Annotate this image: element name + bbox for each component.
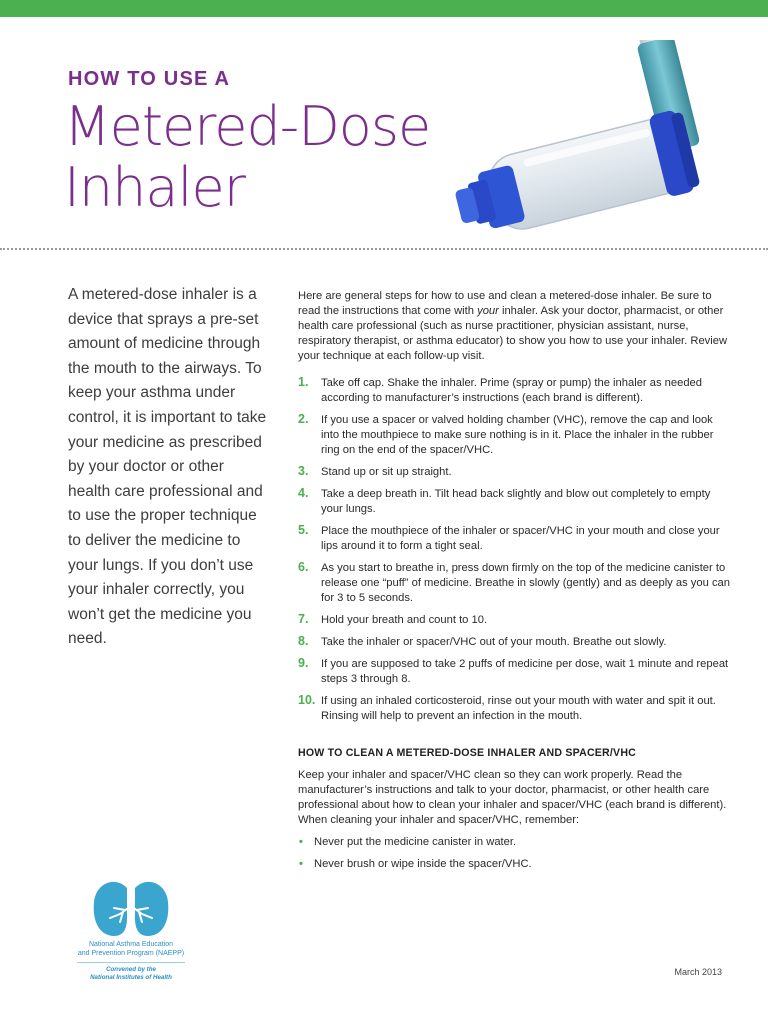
step-number: 6.: [298, 560, 309, 574]
step-text: Hold your breath and count to 10.: [321, 614, 488, 626]
lead-text-after: inhaler. Ask your doctor, pharmacist, or other health care professional (such as nurse practitioner, physician assistant, nurse, respiratory therapist, or asthma educator) to show you how to use your inhaler. Review your technique at each follow-up visit.: [298, 305, 728, 362]
page-title-line-1: Metered-Dose: [64, 95, 431, 158]
top-accent-bar: [0, 0, 768, 17]
step-number: 9.: [298, 656, 309, 670]
page-title-line-2: Inhaler: [64, 156, 245, 219]
main-column: [298, 289, 730, 879]
step-number: 8.: [298, 634, 309, 648]
steps-list: [298, 376, 730, 724]
bullet-icon: •: [299, 836, 303, 848]
step-number: 7.: [298, 612, 309, 626]
lead-emphasis: your: [477, 305, 499, 317]
cleaning-paragraph: Keep your inhaler and spacer/VHC clean so they can work properly. Read the manufacturer’s instructions and talk to your doctor, pharmacist, or other health care professional about how to clean your inhaler and spacer/VHC (each brand is different). When cleaning your inhaler and spacer/VHC, remember:: [298, 769, 727, 826]
step-text: If you are supposed to take 2 puffs of medicine per dose, wait 1 minute and repeat steps 3 through 8.: [321, 658, 729, 685]
bullet-item: [298, 857, 730, 872]
cleaning-heading: HOW TO CLEAN A METERED-DOSE INHALER AND SPACER/VHC: [298, 747, 637, 759]
step-item: [298, 635, 730, 650]
inhaler-illustration: [440, 40, 730, 240]
naepp-logo: [66, 878, 196, 981]
logo-text-line-3: Convened by the: [106, 966, 156, 973]
cleaning-bullet-list: [298, 835, 730, 872]
step-number: 2.: [298, 412, 309, 426]
step-number: 1.: [298, 375, 309, 389]
step-item: [298, 376, 730, 406]
step-number: 3.: [298, 464, 309, 478]
title-kicker: HOW TO USE A: [68, 68, 231, 90]
publication-date: March 2013: [674, 967, 722, 977]
step-number: 10.: [298, 693, 316, 707]
logo-text-line-4: National Institutes of Health: [90, 973, 172, 981]
step-number: 5.: [298, 523, 309, 537]
step-item: [298, 487, 730, 517]
step-text: If you use a spacer or valved holding chamber (VHC), remove the cap and look into the mouthpiece to make sure nothing is in it. Place the inhaler in the rubber ring on the end of the spacer/VHC.: [321, 414, 714, 456]
step-item: [298, 561, 730, 606]
intro-paragraph: A metered-dose inhaler is a device that sprays a pre-set amount of medicine through the mouth to the airways. To keep your asthma under control, it is important to take your medicine as prescribed by your doctor or other health care professional and to use the proper technique to deliver the medicine to your lungs. If you don’t use your inhaler correctly, you won’t get the medicine you need.: [68, 286, 267, 648]
step-item: [298, 524, 730, 554]
lead-text-before: Here are general steps for how to use and clean a metered-dose inhaler. Be sure to read the instructions that come with: [298, 290, 712, 317]
step-number: 4.: [298, 486, 309, 500]
step-item: [298, 613, 730, 628]
bullet-icon: •: [299, 858, 303, 870]
step-text: Take off cap. Shake the inhaler. Prime (spray or pump) the inhaler as needed according to manufacturer’s instructions (each brand is different).: [321, 377, 703, 404]
logo-divider: [77, 962, 185, 963]
step-text: Take the inhaler or spacer/VHC out of your mouth. Breathe out slowly.: [321, 636, 667, 648]
step-text: Take a deep breath in. Tilt head back slightly and blow out completely to empty your lungs.: [321, 488, 711, 515]
step-item: [298, 657, 730, 687]
step-item: [298, 694, 730, 724]
step-text: If using an inhaled corticosteroid, rinse out your mouth with water and spit it out. Rinsing will help to prevent an infection in the mouth.: [321, 695, 716, 722]
step-item: [298, 465, 730, 480]
bullet-item: [298, 835, 730, 850]
lead-paragraph: [298, 289, 730, 364]
section-divider: [0, 248, 768, 250]
step-text: Place the mouthpiece of the inhaler or spacer/VHC in your mouth and close your lips around it to form a tight seal.: [321, 525, 720, 552]
bullet-text: Never brush or wipe inside the spacer/VHC.: [314, 858, 532, 870]
step-text: As you start to breathe in, press down firmly on the top of the medicine canister to release one “puff” of medicine. Breathe in slowly (gently) and as deeply as you can for 3 to 5 seconds.: [321, 562, 730, 604]
bullet-text: Never put the medicine canister in water.: [314, 836, 517, 848]
step-item: [298, 413, 730, 458]
lungs-icon: [90, 878, 172, 940]
step-text: Stand up or sit up straight.: [321, 466, 452, 478]
logo-text-line-1: National Asthma Education: [88, 941, 174, 948]
logo-text-line-2: and Prevention Program (NAEPP): [77, 950, 185, 957]
